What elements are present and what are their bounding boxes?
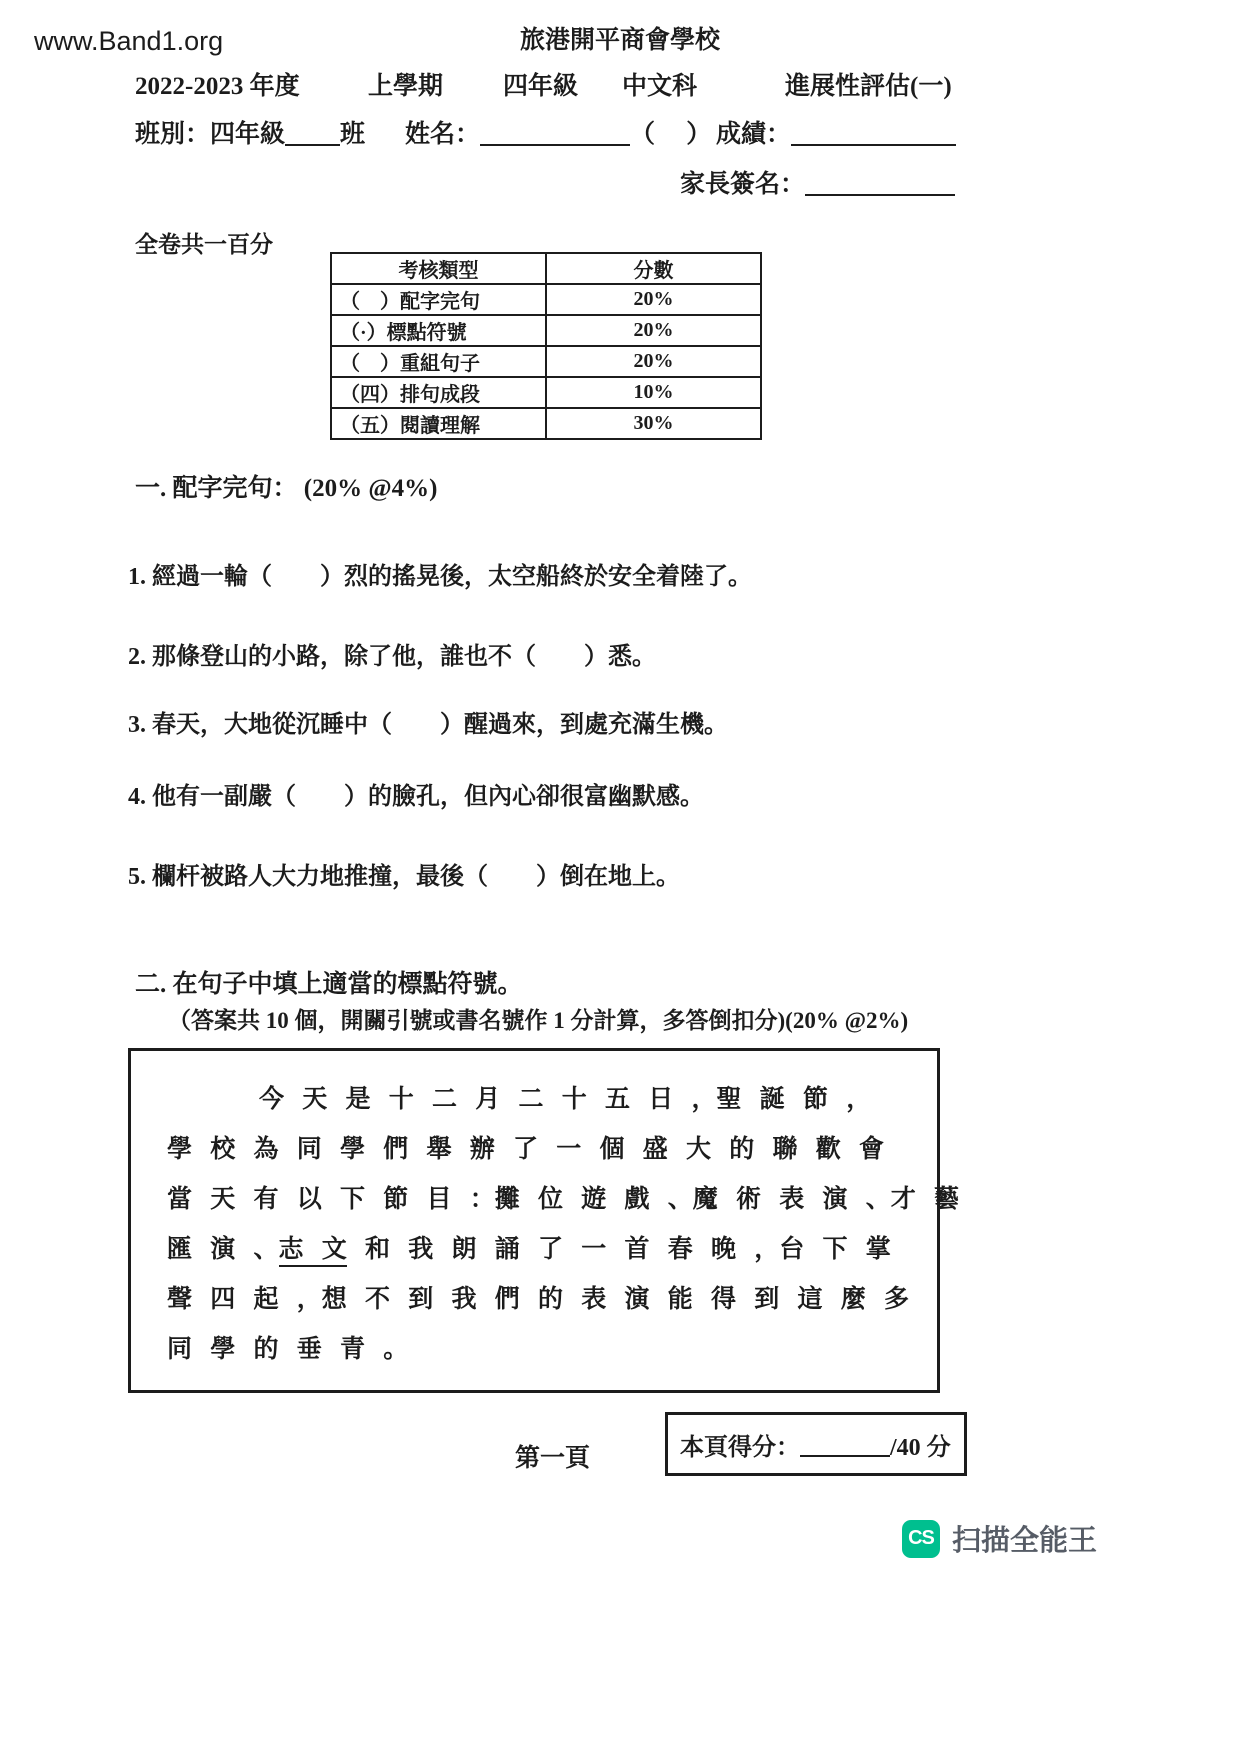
- section2-subtitle: （答案共 10 個，開關引號或書名號作 1 分計算，多答倒扣分)(20% @2%): [168, 1008, 909, 1033]
- col-header-score: 分數: [546, 253, 761, 284]
- parent-signature-label: 家長簽名：: [680, 171, 806, 198]
- page-score-box: [665, 1412, 967, 1476]
- punctuation-passage-box: [128, 1048, 960, 1393]
- question-2: 2. 那條登山的小路，除了他，誰也不（ ）悉。: [128, 644, 656, 670]
- proper-noun-underline: 志 文: [279, 1236, 347, 1267]
- row-score: 20%: [546, 284, 761, 315]
- passage-line: 學 校 為 同 學 們 舉 辦 了 一 個 盛 大 的 聯 歡 會: [167, 1136, 885, 1163]
- score-label: 成績：: [716, 121, 792, 148]
- parent-signature-field: [680, 164, 955, 200]
- header-year: 2022-2023 年度: [135, 73, 300, 100]
- row-type: （ ）重組句子: [331, 346, 546, 377]
- header-grade: 四年級: [503, 73, 579, 100]
- class-field: [135, 114, 365, 150]
- question-1: 1. 經過一輪（ ）烈的搖晃後，太空船終於安全着陸了。: [128, 564, 752, 590]
- name-field: [405, 114, 711, 150]
- row-score: 30%: [546, 408, 761, 439]
- row-score: 10%: [546, 377, 761, 408]
- passage-line: 聲 四 起 ，想 不 到 我 們 的 表 演 能 得 到 這 麼 多: [167, 1286, 910, 1313]
- page-score-total: /40 分: [890, 1434, 951, 1461]
- student-number-brackets: （ ）: [630, 121, 712, 148]
- camscanner-badge: [902, 1518, 1097, 1559]
- passage-line: 今 天 是 十 二 月 二 十 五 日 ，聖 誕 節 ，: [259, 1086, 872, 1113]
- table-row: [331, 315, 761, 346]
- header-assessment: 進展性評估(一): [785, 73, 952, 100]
- passage-line: 同 學 的 垂 青 。: [167, 1336, 409, 1363]
- section2-title: 二. 在句子中填上適當的標點符號。: [135, 971, 523, 998]
- school-name: 旅港開平商會學校: [519, 27, 720, 54]
- table-row: [331, 346, 761, 377]
- passage-line: [167, 1225, 901, 1275]
- class-blank: [285, 120, 340, 146]
- section1-title: 一. 配字完句： (20% @4%): [135, 475, 438, 502]
- table-row: [331, 408, 761, 439]
- class-label: 班別：四年級: [135, 121, 286, 148]
- class-suffix: 班: [340, 121, 366, 148]
- table-row: [331, 377, 761, 408]
- question-5: 5. 欄杆被路人大力地推撞，最後（ ）倒在地上。: [128, 864, 680, 890]
- header-subject: 中文科: [622, 73, 698, 100]
- score-breakdown-table: [330, 252, 762, 440]
- camscanner-icon: CS: [902, 1520, 940, 1558]
- watermark: www.Band1.org: [34, 26, 224, 56]
- row-type: （五）閱讀理解: [331, 408, 546, 439]
- score-field: [716, 114, 956, 150]
- parent-signature-blank: [805, 170, 955, 196]
- page-score-blank: [800, 1431, 890, 1457]
- row-type: （ ）配字完句: [331, 284, 546, 315]
- page-number-label: 第一頁: [515, 1445, 591, 1472]
- row-type: （四）排句成段: [331, 377, 546, 408]
- passage-line: 當 天 有 以 下 節 目 ：攤 位 遊 戲 、魔 術 表 演 、才 藝: [167, 1186, 960, 1213]
- passage-segment: 和 我 朗 誦 了 一 首 春 晚 ，台 下 掌: [346, 1236, 891, 1263]
- question-3: 3. 春天，大地從沉睡中（ ）醒過來，到處充滿生機。: [128, 712, 728, 738]
- header-term: 上學期: [368, 73, 444, 100]
- table-header-row: [331, 253, 761, 284]
- passage-segment: 匯 演 、: [167, 1236, 279, 1263]
- col-header-type: 考核類型: [331, 253, 546, 284]
- question-4: 4. 他有一副嚴（ ）的臉孔，但內心卻很富幽默感。: [128, 784, 704, 810]
- row-type: （·）標點符號: [331, 315, 546, 346]
- table-row: [331, 284, 761, 315]
- camscanner-label: 扫描全能王: [952, 1525, 1098, 1557]
- name-label: 姓名：: [405, 121, 481, 148]
- row-score: 20%: [546, 315, 761, 346]
- total-marks-note: 全卷共一百分: [135, 232, 273, 257]
- page-score-label: 本頁得分：: [680, 1434, 800, 1461]
- row-score: 20%: [546, 346, 761, 377]
- score-blank: [791, 120, 956, 146]
- name-blank: [480, 120, 630, 146]
